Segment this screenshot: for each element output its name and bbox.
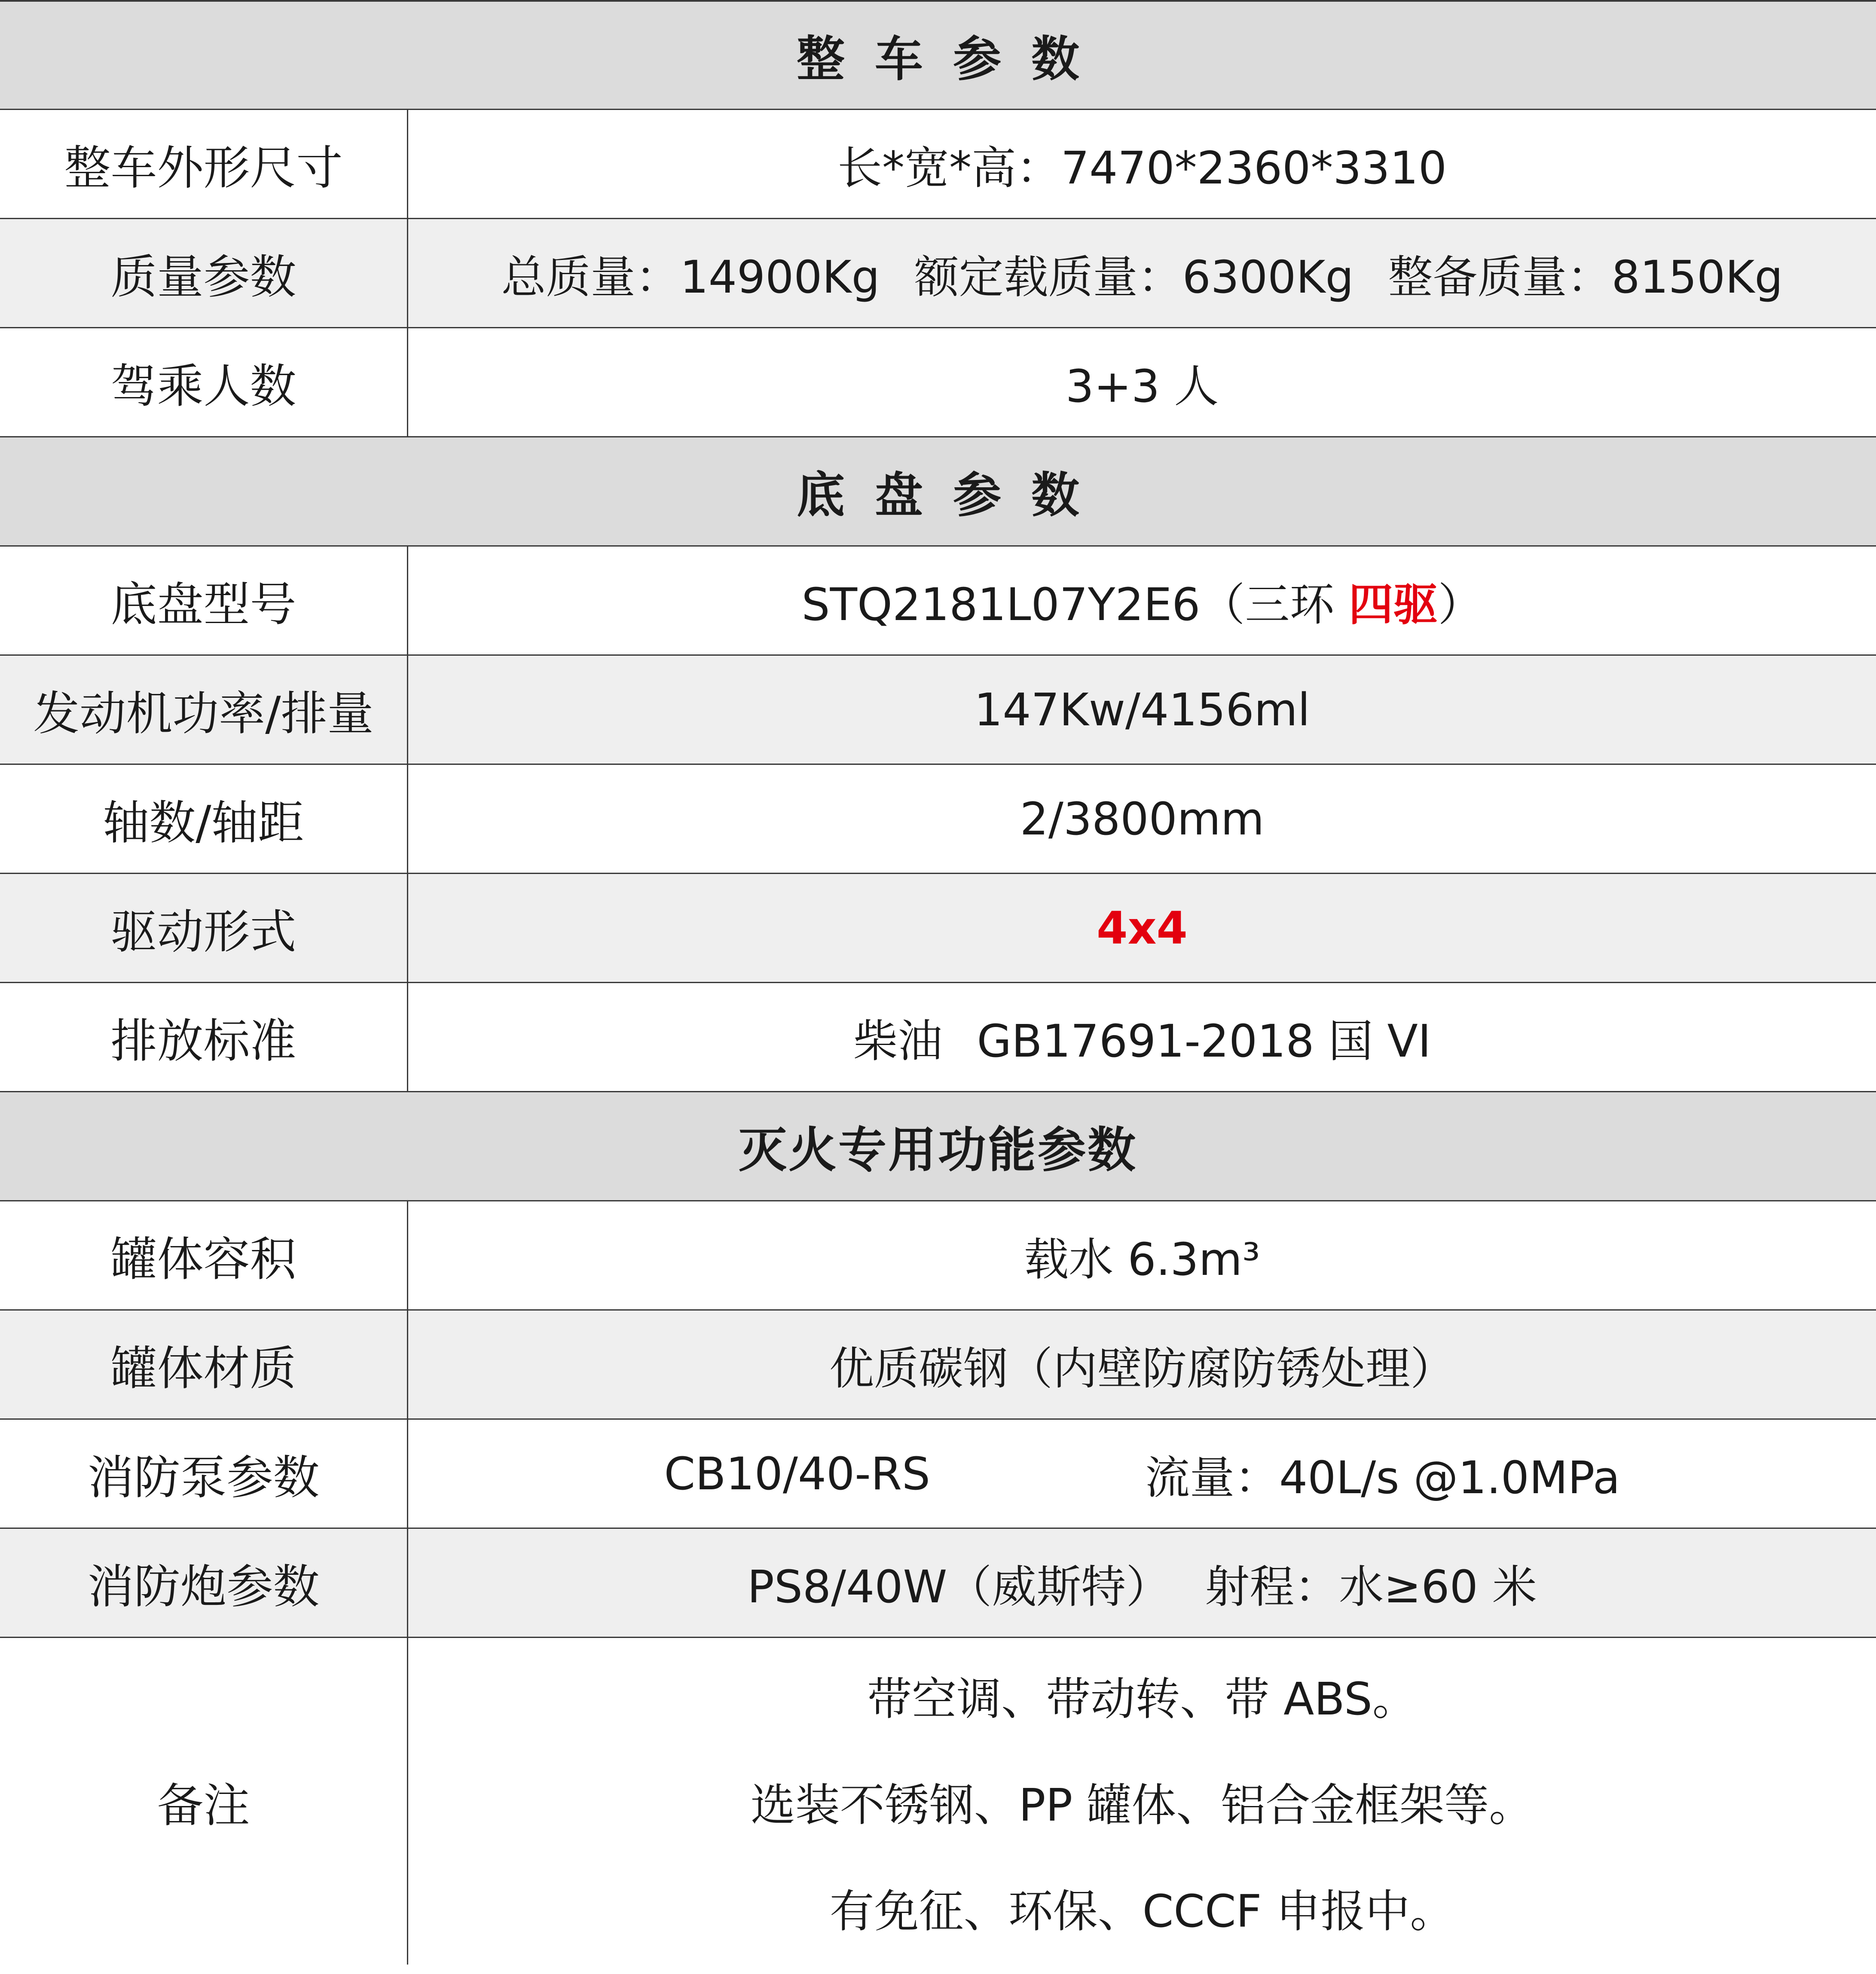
occupants-label: 驾乘人数 (0, 328, 408, 436)
section-vehicle-title: 整车参数 (797, 31, 1109, 87)
tank-material-value: 优质碳钢（内壁防腐防锈处理） (829, 1342, 1455, 1395)
table-row-chassis-model (0, 547, 1876, 656)
table-row-drive (0, 874, 1876, 983)
table-row-tank-material (0, 1311, 1876, 1420)
section-chassis-header (0, 437, 1876, 547)
emission-fuel: 柴油 (853, 1015, 943, 1067)
table-row-pump (0, 1420, 1876, 1529)
section-chassis-title: 底盘参数 (797, 468, 1109, 523)
mass-curb: 整备质量：8150Kg (1388, 251, 1783, 303)
chassis-model-text: STQ2181L07Y2E6（三环 (801, 578, 1349, 631)
section-vehicle-header (0, 0, 1876, 110)
pump-value (408, 1420, 1876, 1528)
pump-flow: 流量：40L/s @1.0MPa (1145, 1451, 1620, 1504)
notes-line: 选装不锈钢、PP 罐体、铝合金框架等。 (750, 1778, 1534, 1831)
tank-volume-label: 罐体容积 (0, 1201, 408, 1309)
pump-model: CB10/40-RS (664, 1447, 930, 1500)
table-row-axles (0, 765, 1876, 874)
section-fire-title: 灭火专用功能参数 (739, 1122, 1137, 1178)
chassis-model-value (408, 547, 1876, 654)
monitor-label: 消防炮参数 (0, 1529, 408, 1637)
occupants-value: 3+3 人 (1065, 360, 1219, 413)
tank-material-label: 罐体材质 (0, 1311, 408, 1418)
chassis-model-label: 底盘型号 (0, 547, 408, 654)
mass-value (408, 219, 1876, 327)
chassis-drive-highlight: 四驱 (1348, 578, 1438, 631)
emission-value (408, 983, 1876, 1091)
table-row-monitor (0, 1529, 1876, 1638)
axles-value: 2/3800mm (1020, 792, 1265, 845)
monitor-value (408, 1529, 1876, 1637)
notes-line: 带空调、带动转、带 ABS。 (867, 1673, 1417, 1726)
dimensions-label: 整车外形尺寸 (0, 110, 408, 218)
drive-value: 4x4 (1097, 901, 1188, 954)
table-row-engine (0, 656, 1876, 765)
notes-label: 备注 (0, 1638, 408, 1965)
notes-value (408, 1638, 1876, 1965)
pump-label: 消防泵参数 (0, 1420, 408, 1528)
table-row-notes (0, 1638, 1876, 1965)
engine-label: 发动机功率/排量 (0, 656, 408, 764)
notes-line: 有免征、环保、CCCF 申报中。 (829, 1885, 1455, 1937)
chassis-model-suffix: ） (1438, 578, 1483, 631)
dimensions-value: 长*宽*高：7470*2360*3310 (837, 141, 1447, 194)
table-row-mass (0, 219, 1876, 328)
engine-value: 147Kw/4156ml (974, 683, 1310, 736)
table-row-dimensions (0, 110, 1876, 219)
mass-label: 质量参数 (0, 219, 408, 327)
mass-rated: 额定载质量：6300Kg (914, 251, 1354, 303)
table-row-tank-volume (0, 1201, 1876, 1311)
axles-label: 轴数/轴距 (0, 765, 408, 873)
emission-standard: GB17691-2018 国 VI (977, 1015, 1431, 1067)
table-row-occupants (0, 328, 1876, 437)
tank-volume-value: 载水 6.3m³ (1024, 1233, 1260, 1286)
drive-label: 驱动形式 (0, 874, 408, 982)
mass-total: 总质量：14900Kg (501, 251, 880, 303)
table-row-emission (0, 983, 1876, 1092)
emission-label: 排放标准 (0, 983, 408, 1091)
monitor-model: PS8/40W（威斯特） (747, 1560, 1171, 1613)
section-fire-header (0, 1092, 1876, 1201)
monitor-range: 射程：水≥60 米 (1205, 1560, 1537, 1613)
